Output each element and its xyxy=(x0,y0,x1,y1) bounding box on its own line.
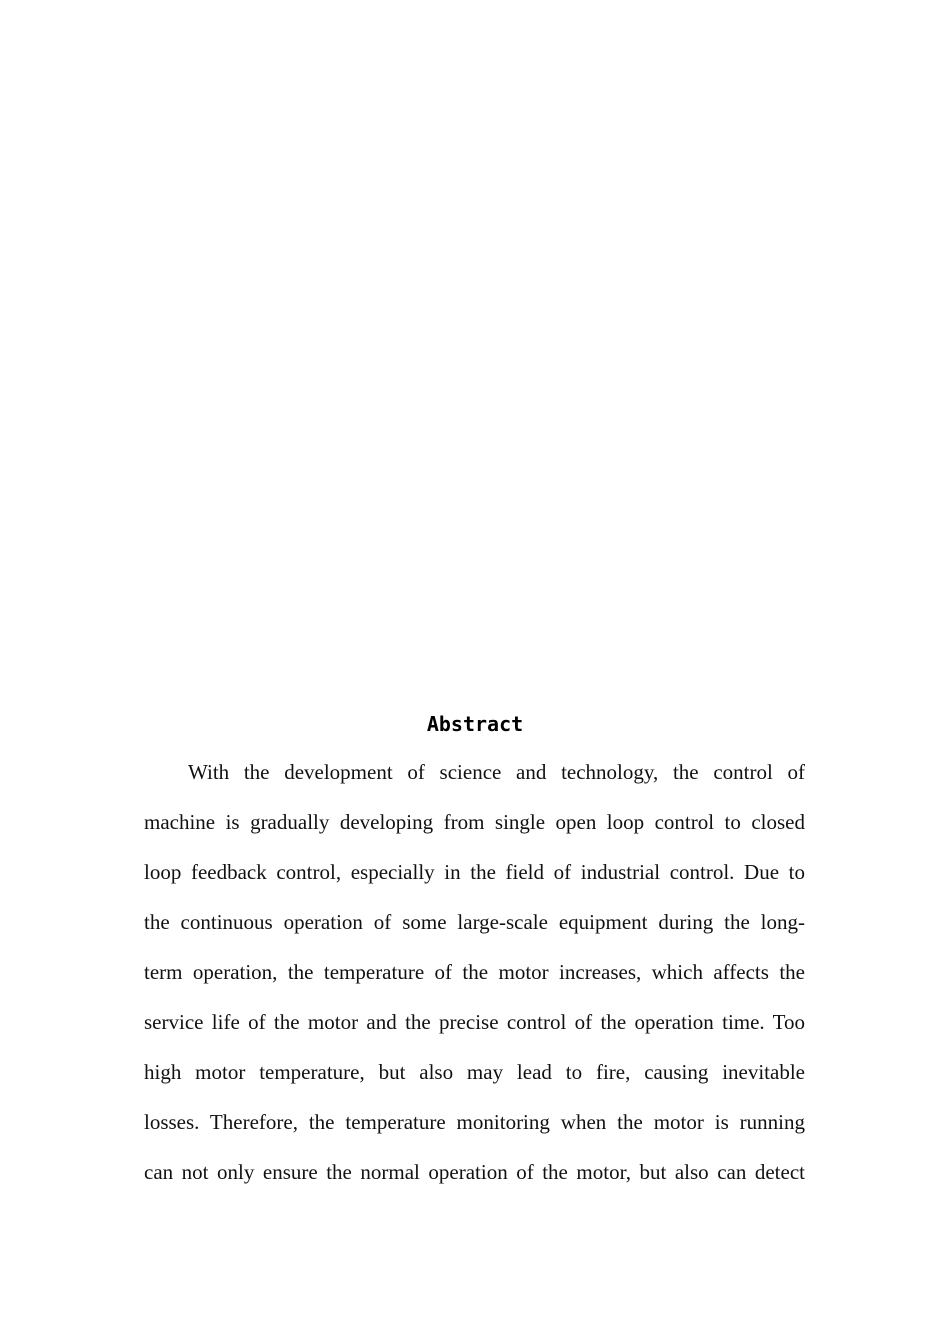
abstract-line: With the development of science and technology, the control of xyxy=(188,760,805,784)
abstract-line: machine is gradually developing from single open loop control to closed xyxy=(144,810,805,834)
abstract-line: losses. Therefore, the temperature monitoring when the motor is running xyxy=(144,1110,805,1134)
abstract-line: the continuous operation of some large-scale equipment during the long- xyxy=(144,910,805,934)
abstract-line: can not only ensure the normal operation of the motor, but also can detect xyxy=(144,1160,805,1184)
abstract-line: loop feedback control, especially in the field of industrial control. Due to xyxy=(144,860,805,884)
abstract-heading: Abstract xyxy=(426,712,524,736)
abstract-body xyxy=(144,747,805,1197)
abstract-line: term operation, the temperature of the motor increases, which affects the xyxy=(144,960,805,984)
abstract-line: service life of the motor and the precise control of the operation time. Too xyxy=(144,1010,805,1034)
abstract-line: high motor temperature, but also may lead to fire, causing inevitable xyxy=(144,1060,805,1084)
